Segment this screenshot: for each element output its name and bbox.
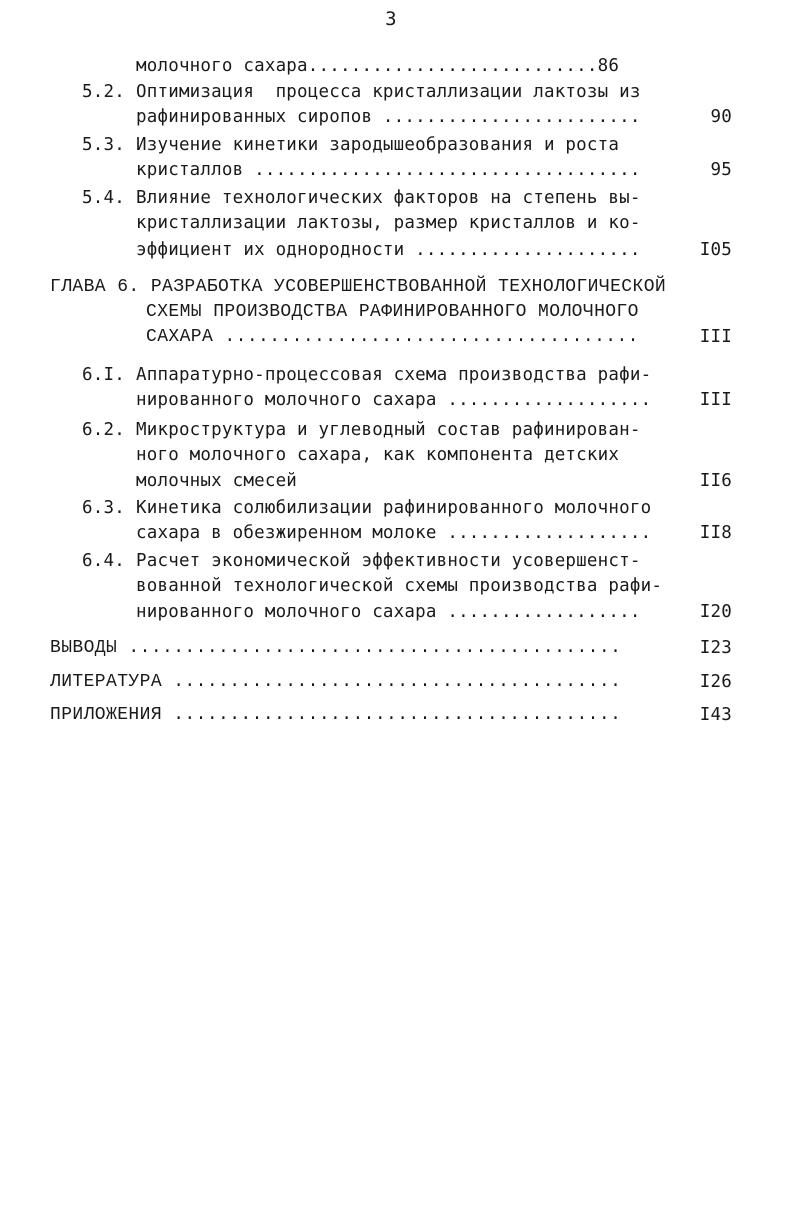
section-number-5-2: 5.2. [82,82,125,102]
section-6-1-title-line1: Аппаратурно-процессовая схема производства рафи- [136,365,652,385]
section-6-4-title-line1: Расчет экономической эффективности усовершенст- [136,551,641,571]
appendices-entry: ПРИЛОЖЕНИЯ ........................................ [50,705,622,725]
section-number-6-1: 6.I. [82,365,125,385]
section-5-3-page: 95 [710,160,732,180]
chapter-6-title-line2: СХЕМЫ ПРОИЗВОДСТВА РАФИНИРОВАННОГО МОЛОЧНОГО [146,302,639,322]
section-number-6-3: 6.3. [82,498,125,518]
section-6-3-title-line1: Кинетика солюбилизации рафинированного молочного [136,498,652,518]
chapter-6-title-line1: ГЛАВА 6. РАЗРАБОТКА УСОВЕРШЕНСТВОВАННОЙ ТЕХНОЛОГИЧЕСКОЙ [50,277,667,297]
section-6-2-title-line1: Микроструктура и углеводный состав рафинирован- [136,420,641,440]
chapter-6-title-line3: САХАРА ..................................... [146,327,639,347]
section-6-1-page: III [699,390,732,410]
section-number-5-3: 5.3. [82,135,125,155]
section-6-2-title-line2: ного молочного сахара, как компонента детских [136,445,620,465]
conclusions-page: I23 [699,638,732,658]
section-5-4-title-line3: эффициент их однородности ..................... [136,240,641,260]
section-5-3-title-line1: Изучение кинетики зародышеобразования и роста [136,135,620,155]
section-6-3-title-line2: сахара в обезжиренном молоке ................... [136,523,652,543]
section-5-4-page: I05 [699,240,732,260]
section-6-4-title-line3: нированного молочного сахара .................. [136,602,641,622]
section-6-1-title-line2: нированного молочного сахара ................... [136,390,652,410]
literature-page: I26 [699,672,732,692]
page-number: 3 [385,8,397,30]
section-6-3-page: II8 [699,523,732,543]
section-6-2-page: II6 [699,471,732,491]
section-6-2-title-line3: молочных смесей [136,471,298,491]
section-number-6-4: 6.4. [82,551,125,571]
conclusions-entry: ВЫВОДЫ ............................................ [50,638,622,658]
section-6-4-page: I20 [699,602,732,622]
section-number-5-4: 5.4. [82,188,125,208]
toc-continuation-line: молочного сахара...........................86 [136,56,620,76]
literature-entry: ЛИТЕРАТУРА ........................................ [50,672,622,692]
section-5-3-title-line2: кристаллов .................................... [136,160,641,180]
section-5-2-page: 90 [710,107,732,127]
section-5-2-title-line2: рафинированных сиропов ........................ [136,107,641,127]
section-5-4-title-line1: Влияние технологических факторов на степень вы- [136,188,641,208]
appendices-page: I43 [699,705,732,725]
section-6-4-title-line2: вованной технологической схемы производства рафи- [136,576,663,596]
section-5-2-title-line1: Оптимизация процесса кристаллизации лактозы из [136,82,641,102]
chapter-6-page: III [699,327,732,347]
section-5-4-title-line2: кристаллизации лактозы, размер кристаллов и ко- [136,213,641,233]
section-number-6-2: 6.2. [82,420,125,440]
